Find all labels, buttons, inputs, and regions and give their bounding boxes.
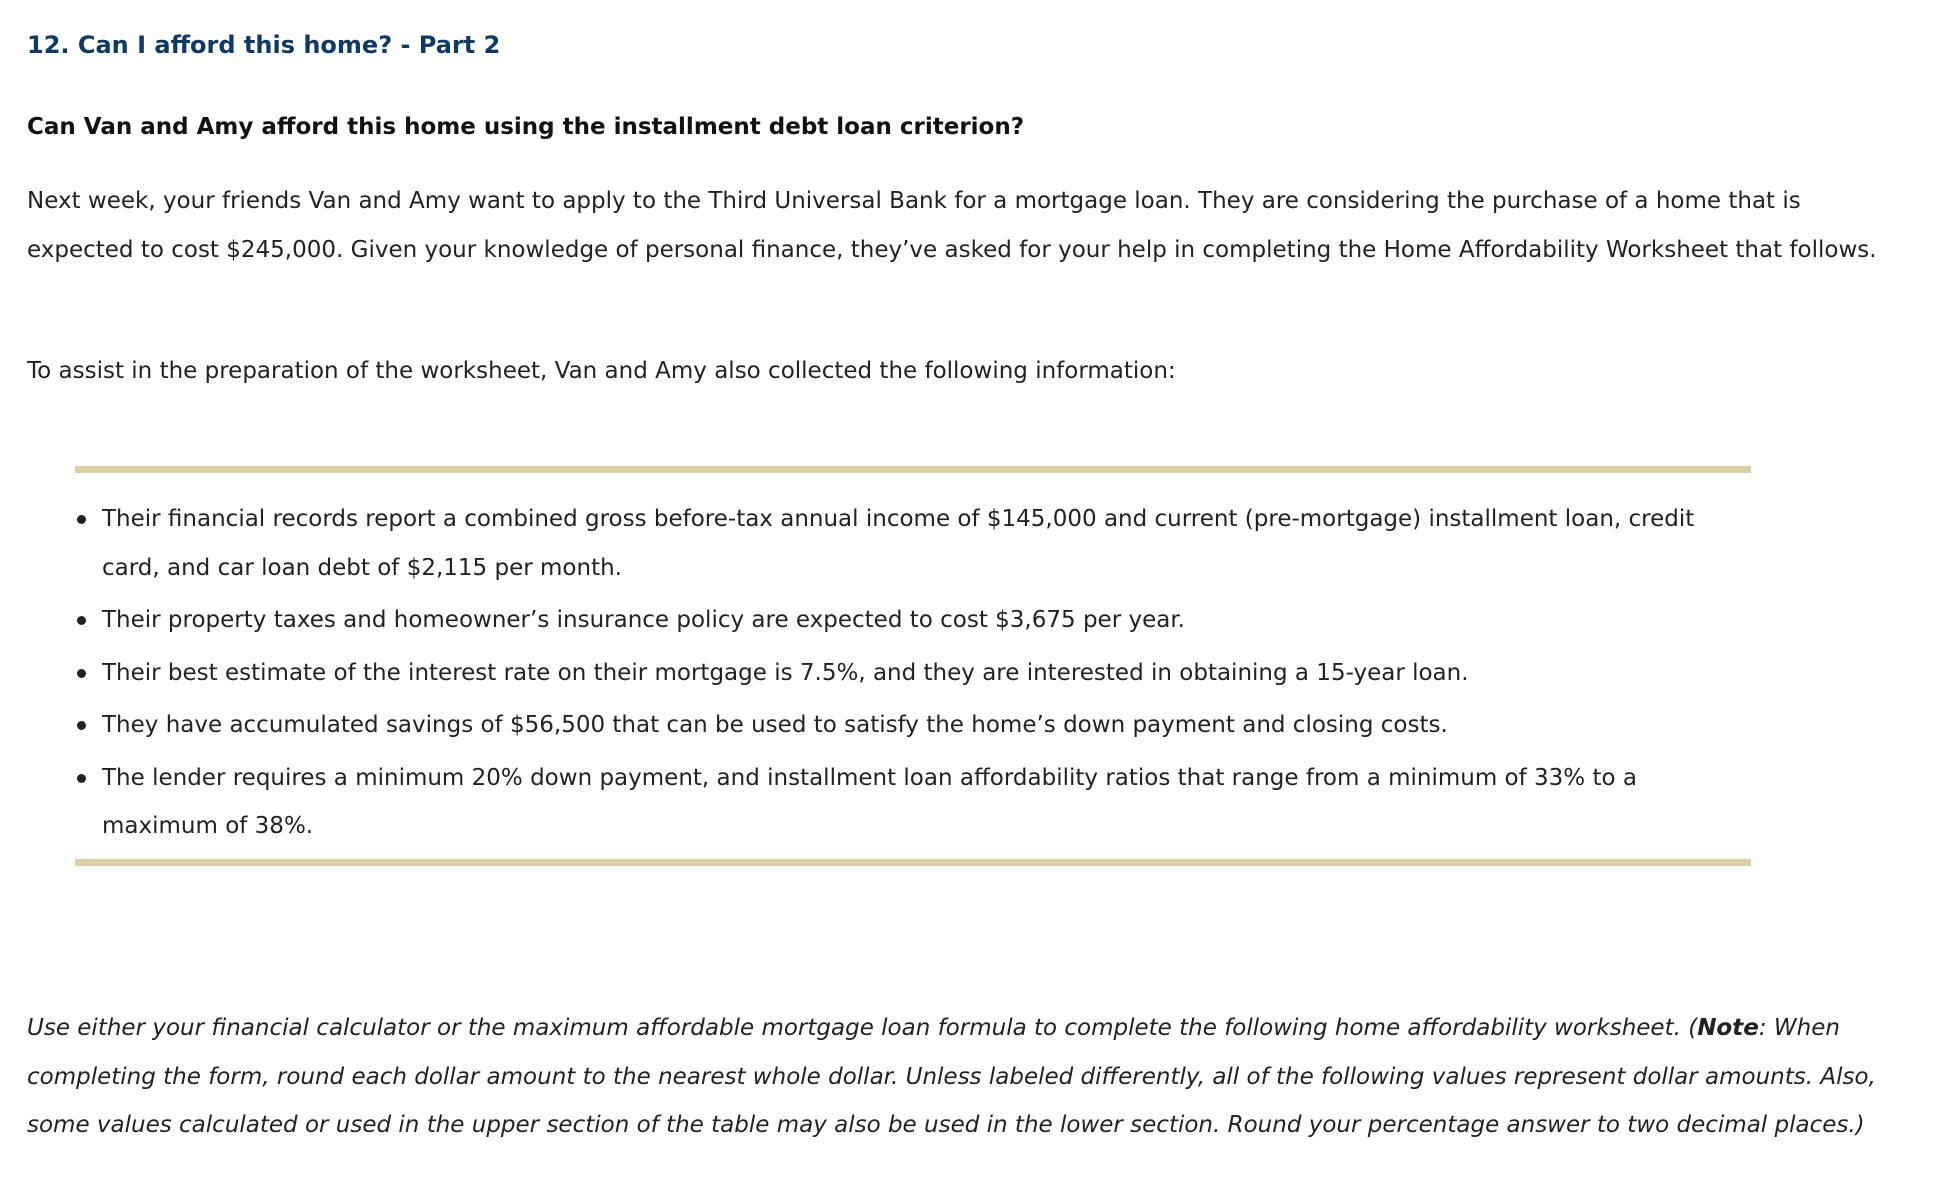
instructions-prefix: Use either your financial calculator or the maximum affordable mortgage loan formula to complete the following home affordability worksheet. ( [27, 1015, 1698, 1041]
list-item [75, 701, 1751, 750]
list-item [75, 596, 1751, 645]
instructions-paragraph [27, 1004, 1907, 1150]
question-subheading: Can Van and Amy afford this home using the installment debt loan criterion? [27, 114, 1025, 140]
information-box [75, 466, 1751, 866]
list-item [75, 754, 1751, 851]
note-label: Note [1697, 1015, 1759, 1041]
list-item-text: They have accumulated savings of $56,500 that can be used to satisfy the home’s down payment and closing costs. [102, 712, 1448, 738]
bullet-icon [77, 774, 86, 783]
list-item [75, 649, 1751, 698]
bullet-icon [77, 515, 86, 524]
list-item-text: Their best estimate of the interest rate on their mortgage is 7.5%, and they are interested in obtaining a 15-year loan. [102, 659, 1469, 686]
list-item-text: Their property taxes and homeowner’s insurance policy are expected to cost $3,675 per year. [102, 607, 1185, 633]
bullet-icon [77, 721, 86, 730]
assist-paragraph: To assist in the preparation of the worksheet, Van and Amy also collected the following information: [27, 358, 1176, 384]
list-item-text: Their financial records report a combined gross before-tax annual income of $145,000 and current (pre-mortgage) installment loan, credit card, and car loan debt of $2,115 per month. [102, 506, 1695, 581]
bullet-icon [77, 669, 86, 678]
list-item [75, 495, 1751, 592]
intro-paragraph: Next week, your friends Van and Amy want to apply to the Third Universal Bank for a mortgage loan. They are considering the purchase of a home that is expected to cost $245,000. Given your knowledge of personal finance, they’ve asked for your help in completing the Home Affordability Worksheet that follows. [27, 188, 1877, 263]
bullet-icon [77, 616, 86, 625]
information-list [75, 495, 1751, 855]
instructions-suffix: : When completing the form, round each dollar amount to the nearest whole dollar. Unless labeled differently, all of the following values represent dollar amounts. Also, some values calculated or used in the upper section of the table may also be used in the lower section. Round your percentage answer to two decimal places.) [27, 1015, 1876, 1138]
list-item-text: The lender requires a minimum 20% down payment, and installment loan affordability ratios that range from a minimum of 33% to a maximum of 38%. [102, 764, 1637, 839]
question-heading: 12. Can I afford this home? - Part 2 [27, 31, 501, 59]
